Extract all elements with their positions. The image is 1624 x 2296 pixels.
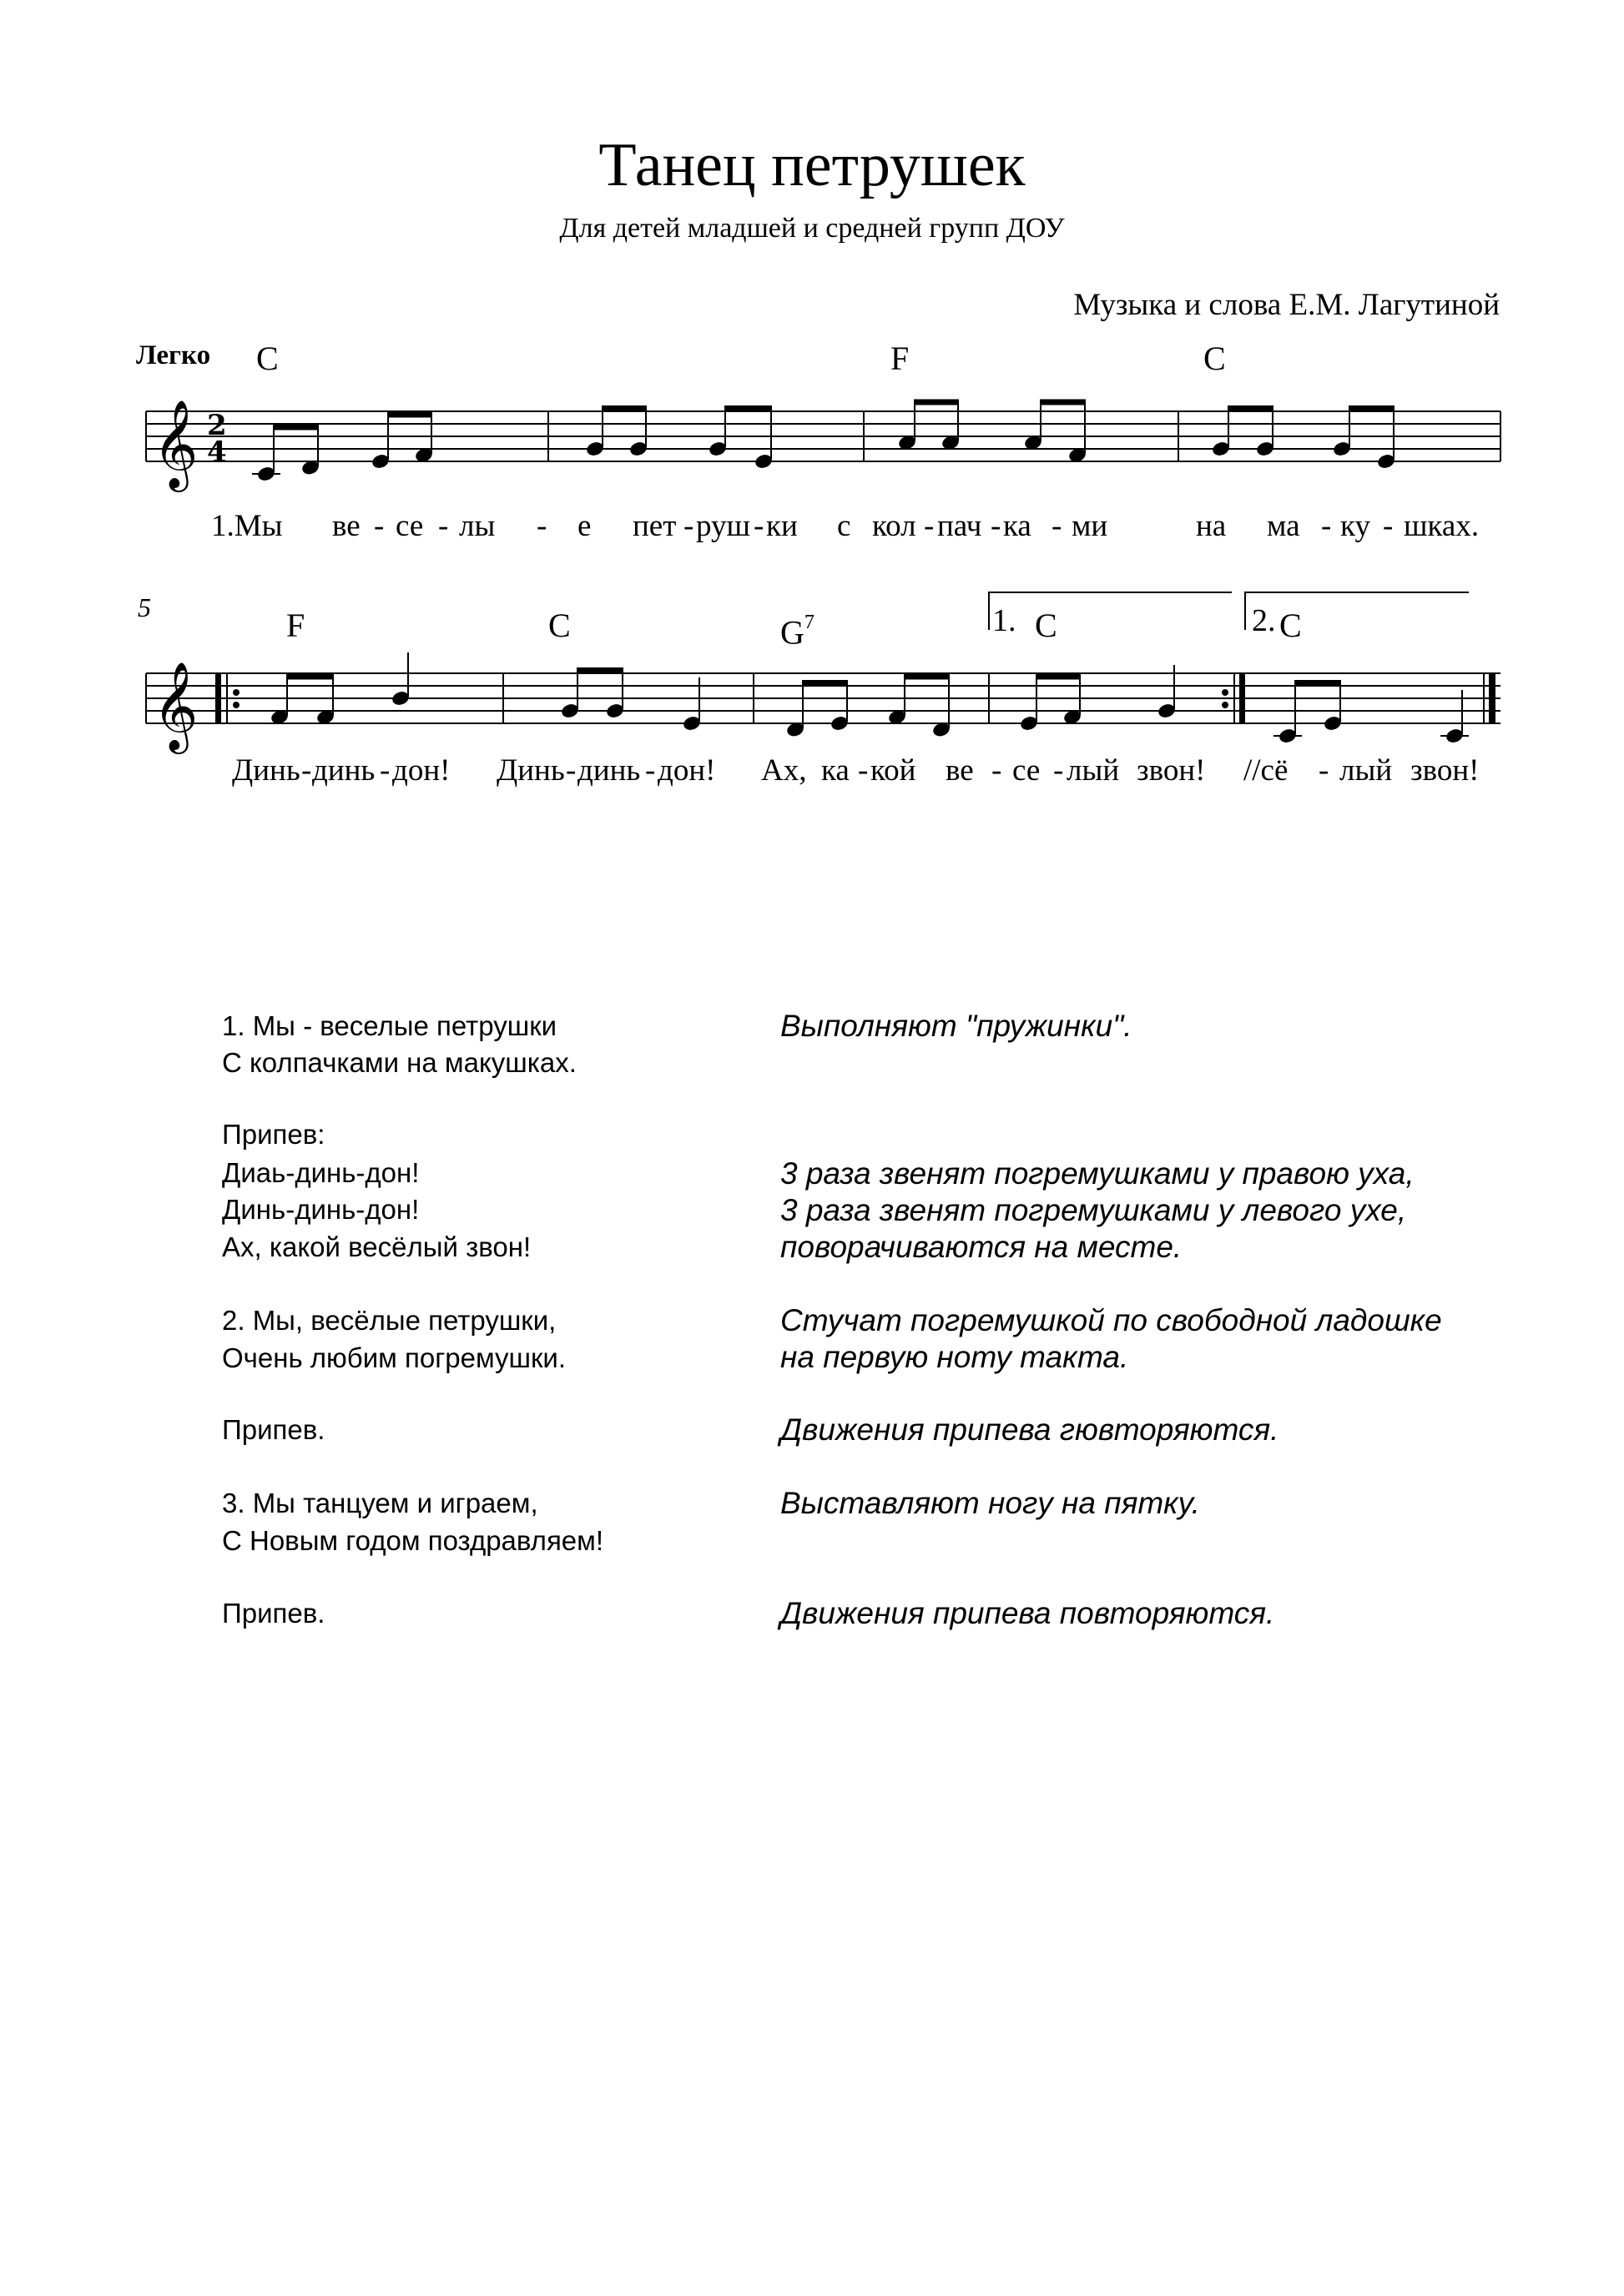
- volta-first-ending-label: 1.: [992, 603, 1016, 638]
- lyric-syllable: лый: [1339, 753, 1393, 788]
- beam: [802, 680, 848, 686]
- chord-symbol: F: [890, 340, 910, 377]
- chorus-label: Припев:: [222, 1119, 325, 1150]
- lyric-syllable: кол: [872, 509, 916, 543]
- beam: [914, 400, 959, 405]
- lyric-syllable: на: [1196, 509, 1227, 543]
- movement-instruction: Движения припева гювторяются.: [780, 1412, 1279, 1447]
- lyric-hyphen: -: [537, 509, 547, 543]
- lyric-syllable: 1.Мы: [211, 509, 283, 543]
- lyric-hyphen: -: [1319, 753, 1329, 788]
- lyric-hyphen: -: [991, 509, 1001, 543]
- chord-symbol: C: [548, 607, 571, 644]
- verse-line: Ах, какой весёлый звон!: [222, 1231, 532, 1262]
- lyric-syllable: ми: [1072, 509, 1108, 543]
- beam: [286, 674, 334, 680]
- lyric-syllable: с: [837, 509, 851, 543]
- lyric-hyphen: -: [991, 753, 1002, 788]
- chord-symbol: $G^7$: [780, 612, 815, 652]
- lyric-syllable: ки: [766, 509, 798, 543]
- lyric-syllable: руш: [696, 509, 751, 543]
- lyric-syllable: //сё: [1243, 753, 1289, 788]
- lyric-hyphen: -: [301, 753, 312, 788]
- beam: [1036, 674, 1081, 680]
- lyric-syllable: дон!: [658, 753, 716, 788]
- lyric-syllable: дон!: [392, 753, 451, 788]
- chord-symbol: C: [1279, 607, 1302, 644]
- movement-instruction: 3 раза звенят погремушками у правою уха,: [780, 1156, 1415, 1191]
- lyric-syllable: Динь: [497, 753, 565, 788]
- verse-line: Диаь-динь-дон!: [222, 1157, 420, 1188]
- beam: [602, 405, 647, 411]
- lyric-syllable: ка: [1003, 509, 1031, 543]
- verse-line: 3. Мы танцуем и играем,: [222, 1488, 538, 1518]
- movement-instruction: 3 раза звенят погремушками у левого ухе,: [780, 1193, 1407, 1227]
- volta-second-ending-label: 2.: [1252, 603, 1276, 638]
- lyric-hyphen: -: [380, 753, 391, 788]
- lyric-hyphen: -: [1383, 509, 1394, 543]
- chord-symbol: C: [256, 340, 279, 377]
- lyric-syllable: ве: [332, 509, 361, 543]
- beam: [724, 405, 772, 411]
- movement-instruction: на первую ноту такта.: [780, 1340, 1129, 1374]
- beam: [1294, 680, 1341, 686]
- composer-credit: Музыка и слова Е.М. Лагутиной: [1073, 288, 1500, 322]
- lyric-syllable: се: [1012, 753, 1041, 788]
- chorus-label: Припев.: [222, 1598, 325, 1629]
- lyric-syllable: шках.: [1404, 509, 1480, 543]
- treble-clef-icon: 𝄞: [153, 399, 199, 488]
- movement-instruction: Выполняют "пружинки".: [780, 1009, 1132, 1043]
- lyric-syllable: динь: [577, 753, 641, 788]
- movement-instruction: Стучат погремушкой по свободной ладошке: [780, 1303, 1442, 1337]
- lyric-hyphen: -: [1053, 753, 1064, 788]
- lyric-syllable: звон!: [1410, 753, 1480, 788]
- tempo-marking: Легко: [136, 340, 211, 370]
- lyric-syllable: лы: [459, 509, 496, 543]
- lyric-syllable: динь: [312, 753, 376, 788]
- lyric-hyphen: -: [1052, 509, 1062, 543]
- lyric-syllable: Ах,: [761, 753, 807, 788]
- lyric-syllable: звон!: [1137, 753, 1206, 788]
- chord-symbol: C: [1035, 607, 1057, 644]
- song-subtitle: Для детей младшей и средней групп ДОУ: [559, 213, 1065, 244]
- music-score: [0, 0, 1624, 834]
- lyric-hyphen: -: [683, 509, 694, 543]
- lyric-syllable: Динь: [232, 753, 300, 788]
- verse-line: Динь-динь-дон!: [222, 1194, 420, 1225]
- lyric-syllable: е: [577, 509, 592, 543]
- movement-instruction: Выставляют ногу на пятку.: [780, 1486, 1200, 1520]
- lyric-hyphen: -: [858, 753, 869, 788]
- lyric-hyphen: -: [924, 509, 935, 543]
- verse-line: С Новым годом поздравляем!: [222, 1525, 604, 1556]
- verse-line: 1. Мы - веселые петрушки: [222, 1010, 557, 1041]
- beam: [387, 412, 432, 418]
- notes-layer: [252, 400, 1469, 745]
- movement-instruction: поворачиваются на месте.: [780, 1230, 1183, 1264]
- lyric-syllable: се: [396, 509, 424, 543]
- beam: [1349, 405, 1395, 411]
- beam: [577, 667, 623, 673]
- verse-line: 2. Мы, весёлые петрушки,: [222, 1305, 557, 1336]
- song-title: Танец петрушек: [598, 131, 1026, 199]
- lyric-syllable: ма: [1267, 509, 1300, 543]
- lyric-syllable: лый: [1067, 753, 1120, 788]
- lyric-hyphen: -: [1321, 509, 1332, 543]
- lyric-hyphen: -: [438, 509, 449, 543]
- chord-symbol: C: [1203, 340, 1226, 377]
- measure-number: 5: [138, 592, 151, 622]
- volta-bracket: [989, 592, 1469, 630]
- lyric-hyphen: -: [374, 509, 385, 543]
- lyric-hyphen: -: [645, 753, 656, 788]
- lyric-syllable: кой: [870, 753, 916, 788]
- lyric-hyphen: -: [566, 753, 577, 788]
- beam: [1228, 405, 1273, 411]
- lyric-syllable: пач: [937, 509, 982, 543]
- chord-symbol: F: [286, 607, 305, 644]
- verse-line: С колпачками на макушках.: [222, 1047, 577, 1078]
- lyric-hyphen: -: [754, 509, 764, 543]
- lyric-syllable: пет: [633, 509, 677, 543]
- chord-extension: 7: [804, 612, 815, 633]
- beam: [904, 674, 950, 680]
- beam: [1040, 400, 1086, 405]
- treble-clef-icon: 𝄞: [153, 661, 199, 750]
- lyric-syllable: ка: [821, 753, 850, 788]
- beam: [273, 425, 319, 430]
- lyric-syllable: ку: [1340, 509, 1370, 543]
- time-signature-numerator: 2: [207, 409, 227, 442]
- staff-lines: [146, 411, 1500, 461]
- time-signature-denominator: 4: [207, 436, 227, 469]
- movement-instruction: Движения припева повторяются.: [780, 1596, 1275, 1630]
- verse-line: Очень любим погремушки.: [222, 1342, 567, 1373]
- chorus-label: Припев.: [222, 1414, 325, 1445]
- lyric-syllable: ве: [946, 753, 974, 788]
